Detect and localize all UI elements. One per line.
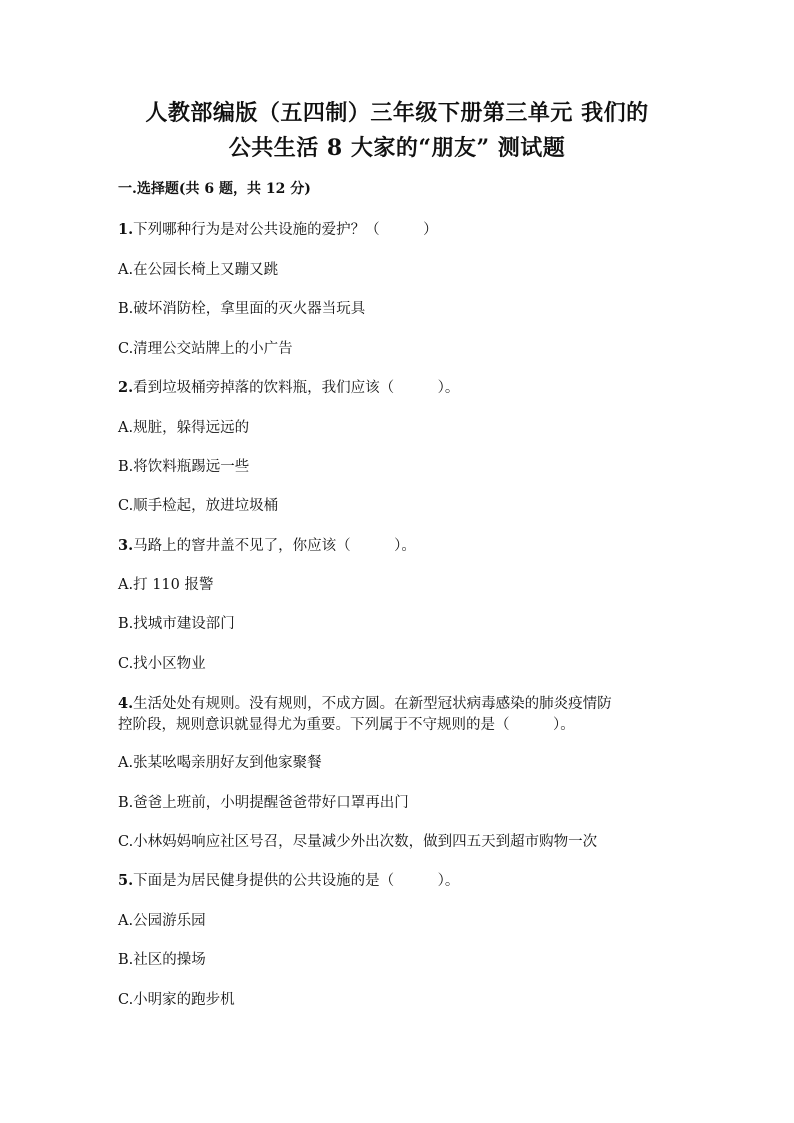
question-2-option-a: A.规脏，躲得远远的 bbox=[118, 420, 250, 436]
question-number: 2. bbox=[118, 379, 134, 396]
question-number: 3. bbox=[118, 537, 134, 554]
question-1-option-c: C.清理公交站牌上的小广告 bbox=[118, 341, 293, 357]
document-title-line-1: 人教部编版（五四制）三年级下册第三单元 我们的 bbox=[145, 100, 649, 126]
question-number: 5. bbox=[118, 872, 134, 889]
question-number: 1. bbox=[118, 221, 134, 238]
document-title-line-2: 公共生活 8 大家的“朋友” 测试题 bbox=[228, 135, 566, 161]
question-number: 4. bbox=[118, 695, 134, 712]
question-2-option-b: B.将饮料瓶踢远一些 bbox=[118, 459, 250, 475]
question-4-option-a: A.张某吆喝亲朋好友到他家聚餐 bbox=[118, 755, 322, 771]
section-heading: 一.选择题(共 6 题，共 12 分) bbox=[118, 181, 311, 197]
question-3 bbox=[118, 534, 416, 555]
question-3-option-b: B.找城市建设部门 bbox=[118, 616, 235, 632]
question-1-option-b: B.破坏消防栓，拿里面的灭火器当玩具 bbox=[118, 301, 366, 317]
question-4 bbox=[118, 692, 612, 713]
question-5-option-a: A.公园游乐园 bbox=[118, 913, 206, 929]
question-3-option-c: C.找小区物业 bbox=[118, 656, 206, 672]
question-2-option-c: C.顺手检起，放进垃圾桶 bbox=[118, 498, 279, 514]
question-text: 下列哪种行为是对公共设施的爱护？（ ） bbox=[133, 222, 438, 238]
question-5-option-b: B.社区的操场 bbox=[118, 952, 206, 968]
question-4-text-line-2: 控阶段，规则意识就显得尤为重要。下列属于不守规则的是（ ）。 bbox=[118, 717, 575, 733]
question-text: 马路上的窨井盖不见了，你应该（ ）。 bbox=[133, 538, 416, 554]
question-2 bbox=[118, 376, 459, 397]
question-1-option-a: A.在公园长椅上又蹦又跳 bbox=[118, 262, 279, 278]
question-5-option-c: C.小明家的跑步机 bbox=[118, 992, 235, 1008]
question-5 bbox=[118, 869, 459, 890]
question-4-option-c: C.小林妈妈响应社区号召，尽量减少外出次数，做到四五天到超市购物一次 bbox=[118, 834, 598, 850]
question-text-line-1: 生活处处有规则。没有规则，不成方圆。在新型冠状病毒感染的肺炎疫情防 bbox=[133, 696, 612, 712]
question-text: 看到垃圾桶旁掉落的饮料瓶，我们应该（ ）。 bbox=[133, 380, 460, 396]
question-1 bbox=[118, 218, 438, 239]
question-text: 下面是为居民健身提供的公共设施的是（ ）。 bbox=[133, 873, 460, 889]
question-3-option-a: A.打 110 报警 bbox=[118, 577, 214, 593]
question-4-option-b: B.爸爸上班前，小明提醒爸爸带好口罩再出门 bbox=[118, 795, 409, 811]
